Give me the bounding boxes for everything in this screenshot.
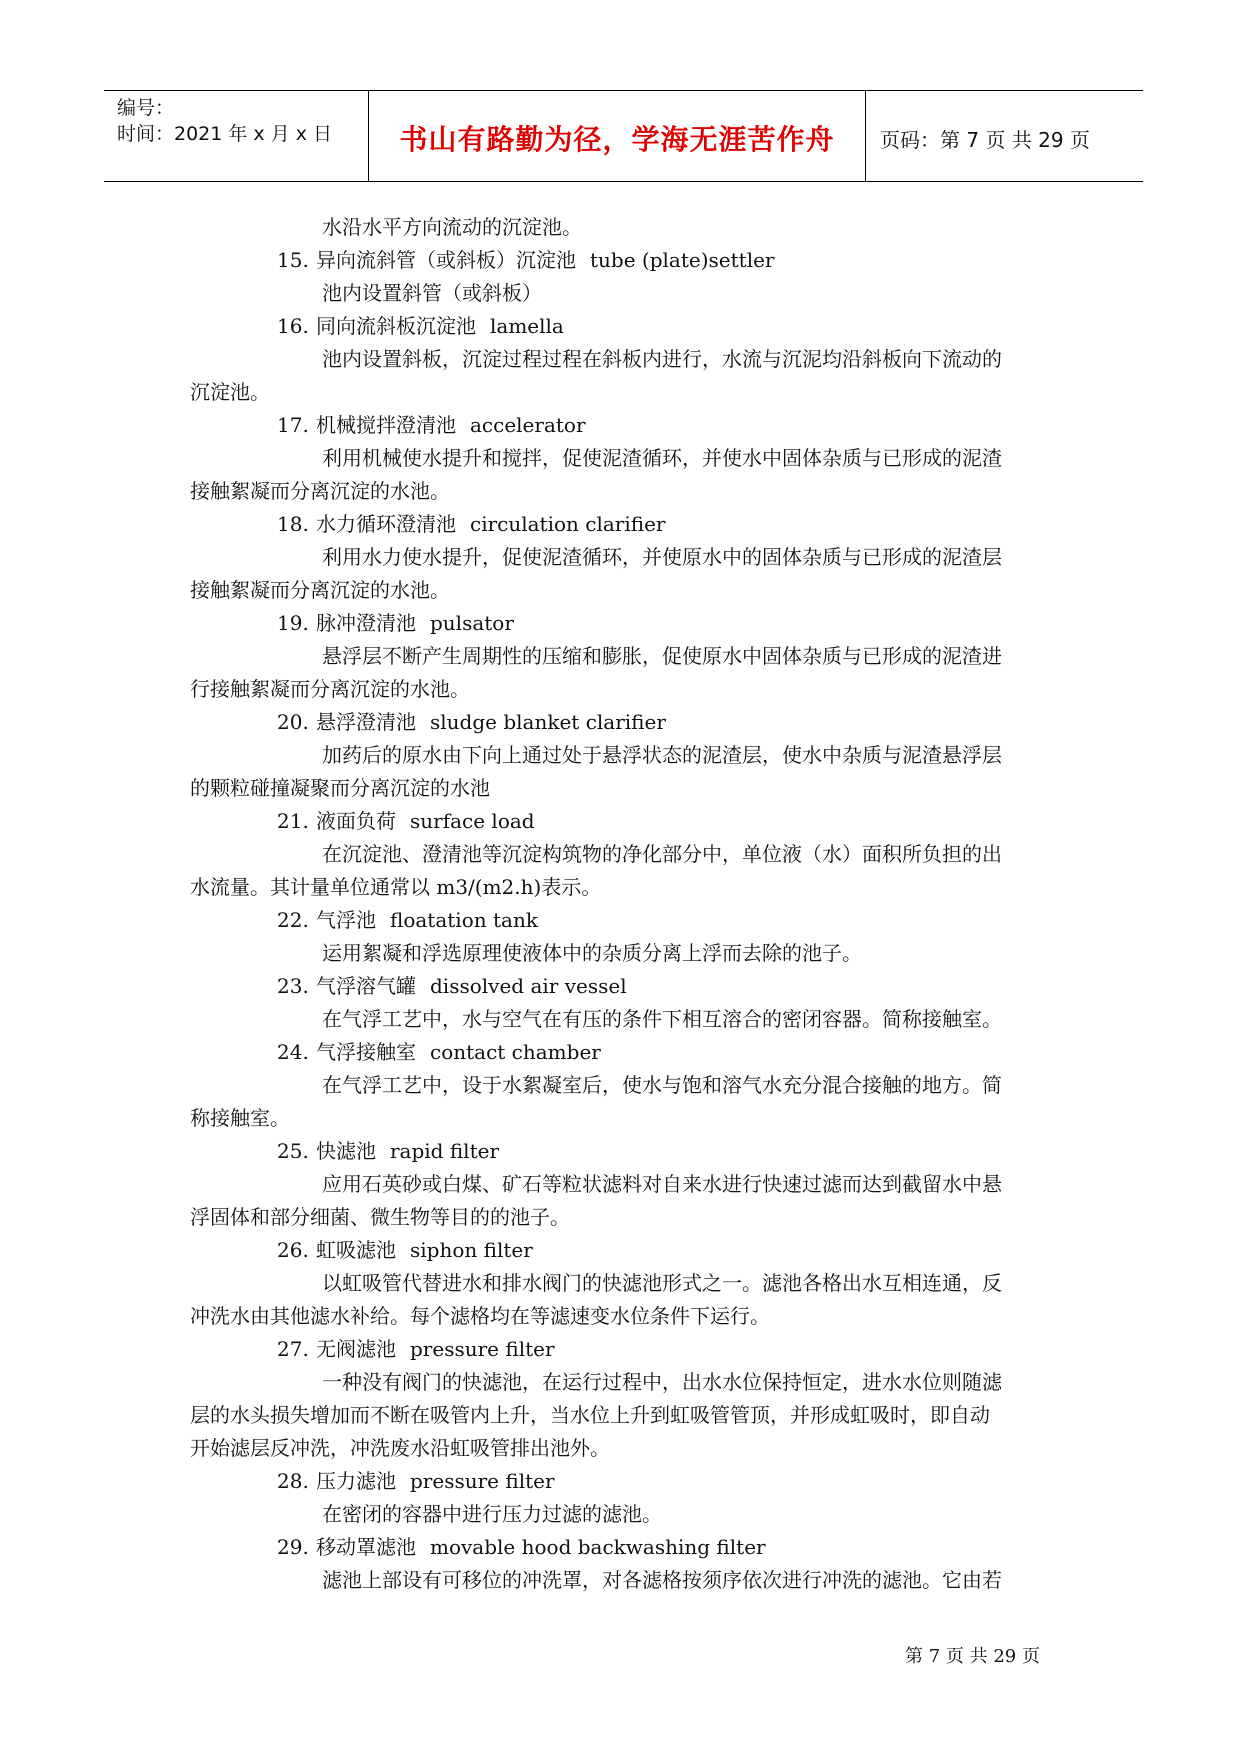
body-line: 水沿水平方向流动的沉淀池。 [322, 215, 582, 239]
header-left-cell [104, 91, 369, 181]
term-heading [316, 1535, 766, 1559]
term-chinese: 液面负荷 [316, 809, 396, 833]
term-english: siphon filter [410, 1238, 533, 1262]
page-header [104, 90, 1143, 182]
body-line: 的颗粒碰撞凝聚而分离沉淀的水池 [190, 776, 490, 800]
term-english: movable hood backwashing filter [430, 1535, 766, 1559]
term-number: 26. [277, 1238, 309, 1262]
term-english: circulation clarifier [470, 512, 666, 536]
term-heading [316, 1139, 499, 1163]
body-line: 以虹吸管代替进水和排水阀门的快滤池形式之一。滤池各格出水互相连通，反 [322, 1271, 1002, 1295]
term-heading [316, 1469, 555, 1493]
term-number: 27. [277, 1337, 309, 1361]
header-middle-cell [369, 91, 866, 181]
term-number: 20. [277, 710, 309, 734]
term-number: 18. [277, 512, 309, 536]
body-line: 利用机械使水提升和搅拌，促使泥渣循环，并使水中固体杂质与已形成的泥渣 [322, 446, 1002, 470]
body-line: 沉淀池。 [190, 380, 270, 404]
term-english: pressure filter [410, 1337, 555, 1361]
term-chinese: 气浮接触室 [316, 1040, 416, 1064]
term-chinese: 气浮溶气罐 [316, 974, 416, 998]
term-chinese: 机械搅拌澄清池 [316, 413, 456, 437]
body-line: 加药后的原水由下向上通过处于悬浮状态的泥渣层，使水中杂质与泥渣悬浮层 [322, 743, 1002, 767]
term-number: 17. [277, 413, 309, 437]
term-number: 16. [277, 314, 309, 338]
term-english: contact chamber [430, 1040, 601, 1064]
body-line: 水流量。其计量单位通常以 m3/(m2.h)表示。 [190, 875, 602, 899]
body-line: 池内设置斜管（或斜板） [322, 281, 542, 305]
body-line: 浮固体和部分细菌、微生物等目的的池子。 [190, 1205, 570, 1229]
term-number: 19. [277, 611, 309, 635]
term-chinese: 快滤池 [316, 1139, 376, 1163]
body-line: 在气浮工艺中，设于水絮凝室后，使水与饱和溶气水充分混合接触的地方。简 [322, 1073, 1002, 1097]
header-page-code: 页码：第 7 页 共 29 页 [880, 128, 1090, 152]
term-heading [316, 974, 627, 998]
term-english: sludge blanket clarifier [430, 710, 666, 734]
body-line: 接触絮凝而分离沉淀的水池。 [190, 578, 450, 602]
term-chinese: 压力滤池 [316, 1469, 396, 1493]
term-chinese: 异向流斜管（或斜板）沉淀池 [316, 248, 576, 272]
body-line: 运用絮凝和浮选原理使液体中的杂质分离上浮而去除的池子。 [322, 941, 862, 965]
term-chinese: 虹吸滤池 [316, 1238, 396, 1262]
term-heading [316, 314, 564, 338]
term-english: accelerator [470, 413, 586, 437]
term-number: 15. [277, 248, 309, 272]
document-time-label: 时间：2021 年 x 月 x 日 [117, 123, 333, 145]
term-chinese: 同向流斜板沉淀池 [316, 314, 476, 338]
term-heading [316, 1238, 533, 1262]
term-heading [316, 809, 535, 833]
term-heading [316, 1040, 601, 1064]
term-number: 22. [277, 908, 309, 932]
body-line: 冲洗水由其他滤水补给。每个滤格均在等滤速变水位条件下运行。 [190, 1304, 770, 1328]
term-chinese: 移动罩滤池 [316, 1535, 416, 1559]
term-number: 24. [277, 1040, 309, 1064]
term-heading [316, 512, 666, 536]
term-english: pulsator [430, 611, 514, 635]
body-line: 滤池上部设有可移位的冲洗罩，对各滤格按须序依次进行冲洗的滤池。它由若 [322, 1568, 1002, 1592]
body-line: 在沉淀池、澄清池等沉淀构筑物的净化部分中，单位液（水）面积所负担的出 [322, 842, 1002, 866]
document-number-label: 编号： [117, 97, 175, 119]
term-chinese: 水力循环澄清池 [316, 512, 456, 536]
body-line: 层的水头损失增加而不断在吸管内上升，当水位上升到虹吸管管顶，并形成虹吸时，即自动 [190, 1403, 990, 1427]
body-line: 称接触室。 [190, 1106, 290, 1130]
term-english: dissolved air vessel [430, 974, 627, 998]
header-motto: 书山有路勤为径，学海无涯苦作舟 [399, 123, 835, 156]
term-number: 21. [277, 809, 309, 833]
term-chinese: 气浮池 [316, 908, 376, 932]
term-heading [316, 611, 514, 635]
body-line: 利用水力使水提升，促使泥渣循环，并使原水中的固体杂质与已形成的泥渣层 [322, 545, 1002, 569]
header-right-cell [866, 91, 1143, 181]
term-english: pressure filter [410, 1469, 555, 1493]
term-english: tube (plate)settler [590, 248, 775, 272]
body-line: 池内设置斜板，沉淀过程过程在斜板内进行，水流与沉泥均沿斜板向下流动的 [322, 347, 1002, 371]
term-english: surface load [410, 809, 535, 833]
term-number: 28. [277, 1469, 309, 1493]
term-heading [316, 248, 774, 272]
term-heading [316, 710, 666, 734]
body-line: 在气浮工艺中，水与空气在有压的条件下相互溶合的密闭容器。简称接触室。 [322, 1007, 1002, 1031]
body-line: 一种没有阀门的快滤池，在运行过程中，出水水位保持恒定，进水水位则随滤 [322, 1370, 1002, 1394]
term-english: lamella [490, 314, 564, 338]
term-english: rapid filter [390, 1139, 500, 1163]
term-heading [316, 413, 586, 437]
term-number: 29. [277, 1535, 309, 1559]
body-line: 悬浮层不断产生周期性的压缩和膨胀，促使原水中固体杂质与已形成的泥渣进 [322, 644, 1002, 668]
term-chinese: 脉冲澄清池 [316, 611, 416, 635]
term-heading [316, 1337, 555, 1361]
term-number: 25. [277, 1139, 309, 1163]
term-chinese: 无阀滤池 [316, 1337, 396, 1361]
body-line: 应用石英砂或白煤、矿石等粒状滤料对自来水进行快速过滤而达到截留水中悬 [322, 1172, 1002, 1196]
body-line: 在密闭的容器中进行压力过滤的滤池。 [322, 1502, 662, 1526]
body-line: 开始滤层反冲洗，冲洗废水沿虹吸管排出池外。 [190, 1436, 610, 1460]
body-line: 行接触絮凝而分离沉淀的水池。 [190, 677, 470, 701]
page-footer: 第 7 页 共 29 页 [905, 1646, 1040, 1667]
term-english: floatation tank [390, 908, 538, 932]
body-line: 接触絮凝而分离沉淀的水池。 [190, 479, 450, 503]
term-heading [316, 908, 538, 932]
term-number: 23. [277, 974, 309, 998]
term-chinese: 悬浮澄清池 [316, 710, 416, 734]
